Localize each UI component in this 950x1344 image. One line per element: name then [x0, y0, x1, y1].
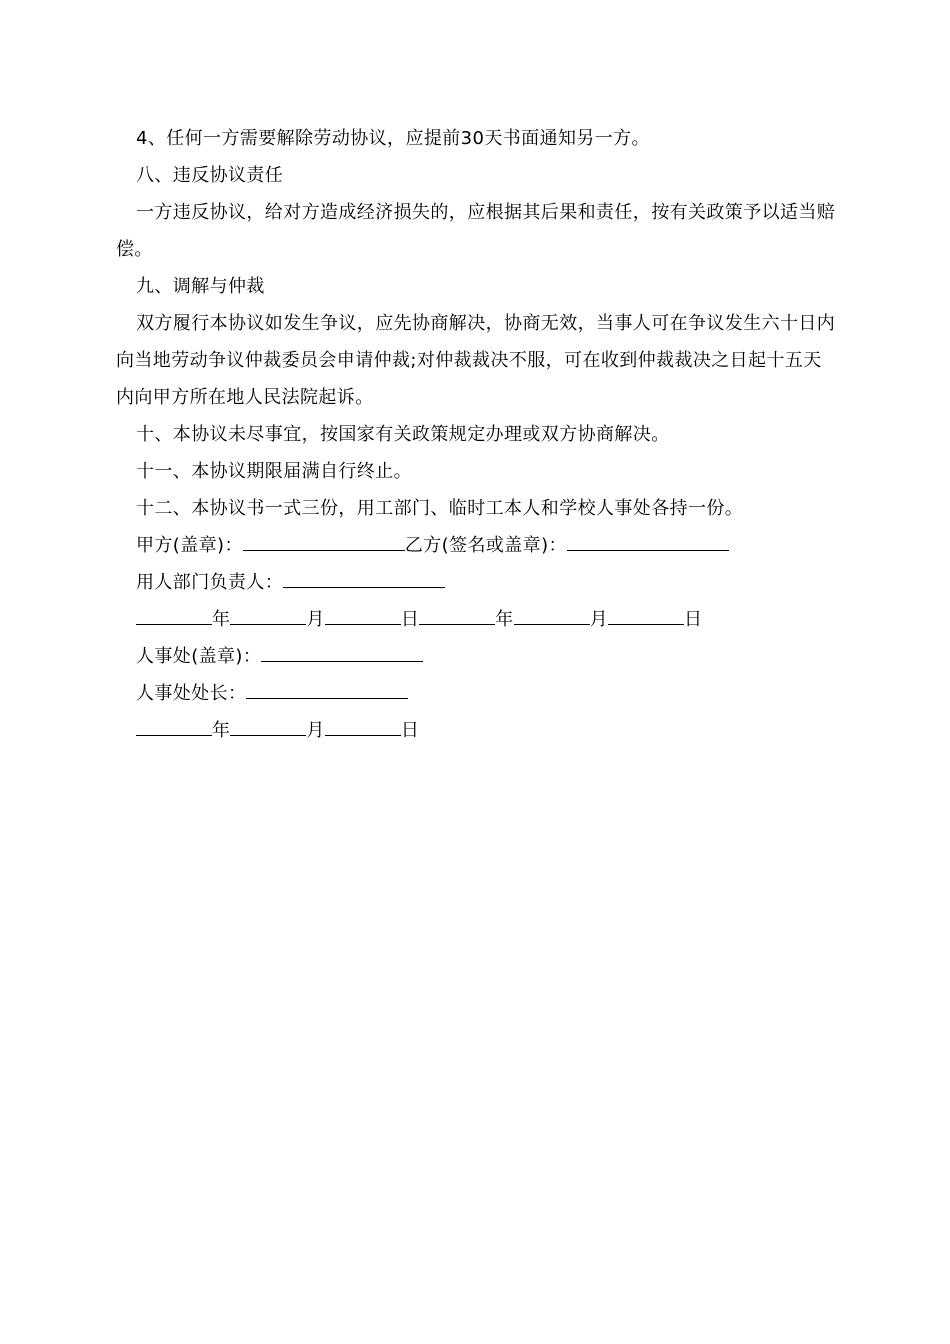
hr-director-blank: [246, 676, 408, 699]
date-1b-month: 月: [589, 609, 609, 630]
date-1b-month-blank: [514, 602, 590, 625]
section-9-heading: 九、调解与仲裁: [136, 276, 265, 297]
dept-head-line: [116, 564, 836, 601]
date-1b-day-blank: [608, 602, 684, 625]
section-8-text: 一方违反协议，给对方造成经济损失的，应根据其后果和责任，按有关政策予以适当赔偿。: [116, 202, 836, 260]
date-line-2: [116, 712, 836, 749]
section-11: 十一、本协议期限届满自行终止。: [136, 461, 412, 482]
date-1a-month: 月: [306, 609, 325, 630]
party-signature-line: [116, 527, 836, 564]
dept-head-label: 用人部门负责人：: [136, 572, 284, 593]
date-1a-day: 日: [400, 609, 420, 630]
section-8-heading: 八、违反协议责任: [136, 165, 284, 186]
section-12: 十二、本协议书一式三份，用工部门、临时工本人和学校人事处各持一份。: [136, 498, 744, 519]
section-9-text: 双方履行本协议如发生争议，应先协商解决，协商无效，当事人可在争议发生六十日内向当地劳动争议仲裁委员会申请仲裁;对仲裁裁决不服，可在收到仲裁裁决之日起十五天内向甲方所在地人民法院起诉。: [116, 313, 836, 408]
date-1b-year-blank: [419, 602, 495, 625]
dept-head-blank: [283, 565, 445, 588]
date-2-day: 日: [400, 720, 420, 741]
date-1a-month-blank: [230, 602, 306, 625]
party-a-blank: [243, 528, 405, 551]
party-a-label: 甲方(盖章)：: [136, 535, 243, 556]
date-1b-year: 年: [495, 609, 514, 630]
section-10: 十、本协议未尽事宜，按国家有关政策规定办理或双方协商解决。: [136, 424, 670, 445]
date-2-year: 年: [212, 720, 231, 741]
party-b-label: 乙方(签名或盖章)：: [404, 535, 567, 556]
document-body: [116, 120, 836, 749]
hr-director-line: [116, 675, 836, 712]
hr-office-blank: [261, 639, 423, 662]
date-1b-day: 日: [684, 609, 703, 630]
date-1a-year: 年: [212, 609, 231, 630]
date-2-month: 月: [306, 720, 325, 741]
date-2-year-blank: [136, 713, 212, 736]
hr-director-label: 人事处处长：: [136, 683, 247, 704]
date-2-day-blank: [325, 713, 401, 736]
hr-office-label: 人事处(盖章)：: [136, 646, 262, 667]
date-1a-day-blank: [325, 602, 401, 625]
clause-4: 4、任何一方需要解除劳动协议，应提前30天书面通知另一方。: [136, 128, 650, 149]
date-1a-year-blank: [136, 602, 212, 625]
date-2-month-blank: [230, 713, 306, 736]
date-line-1: [116, 601, 836, 638]
party-b-blank: [567, 528, 729, 551]
hr-office-line: [116, 638, 836, 675]
